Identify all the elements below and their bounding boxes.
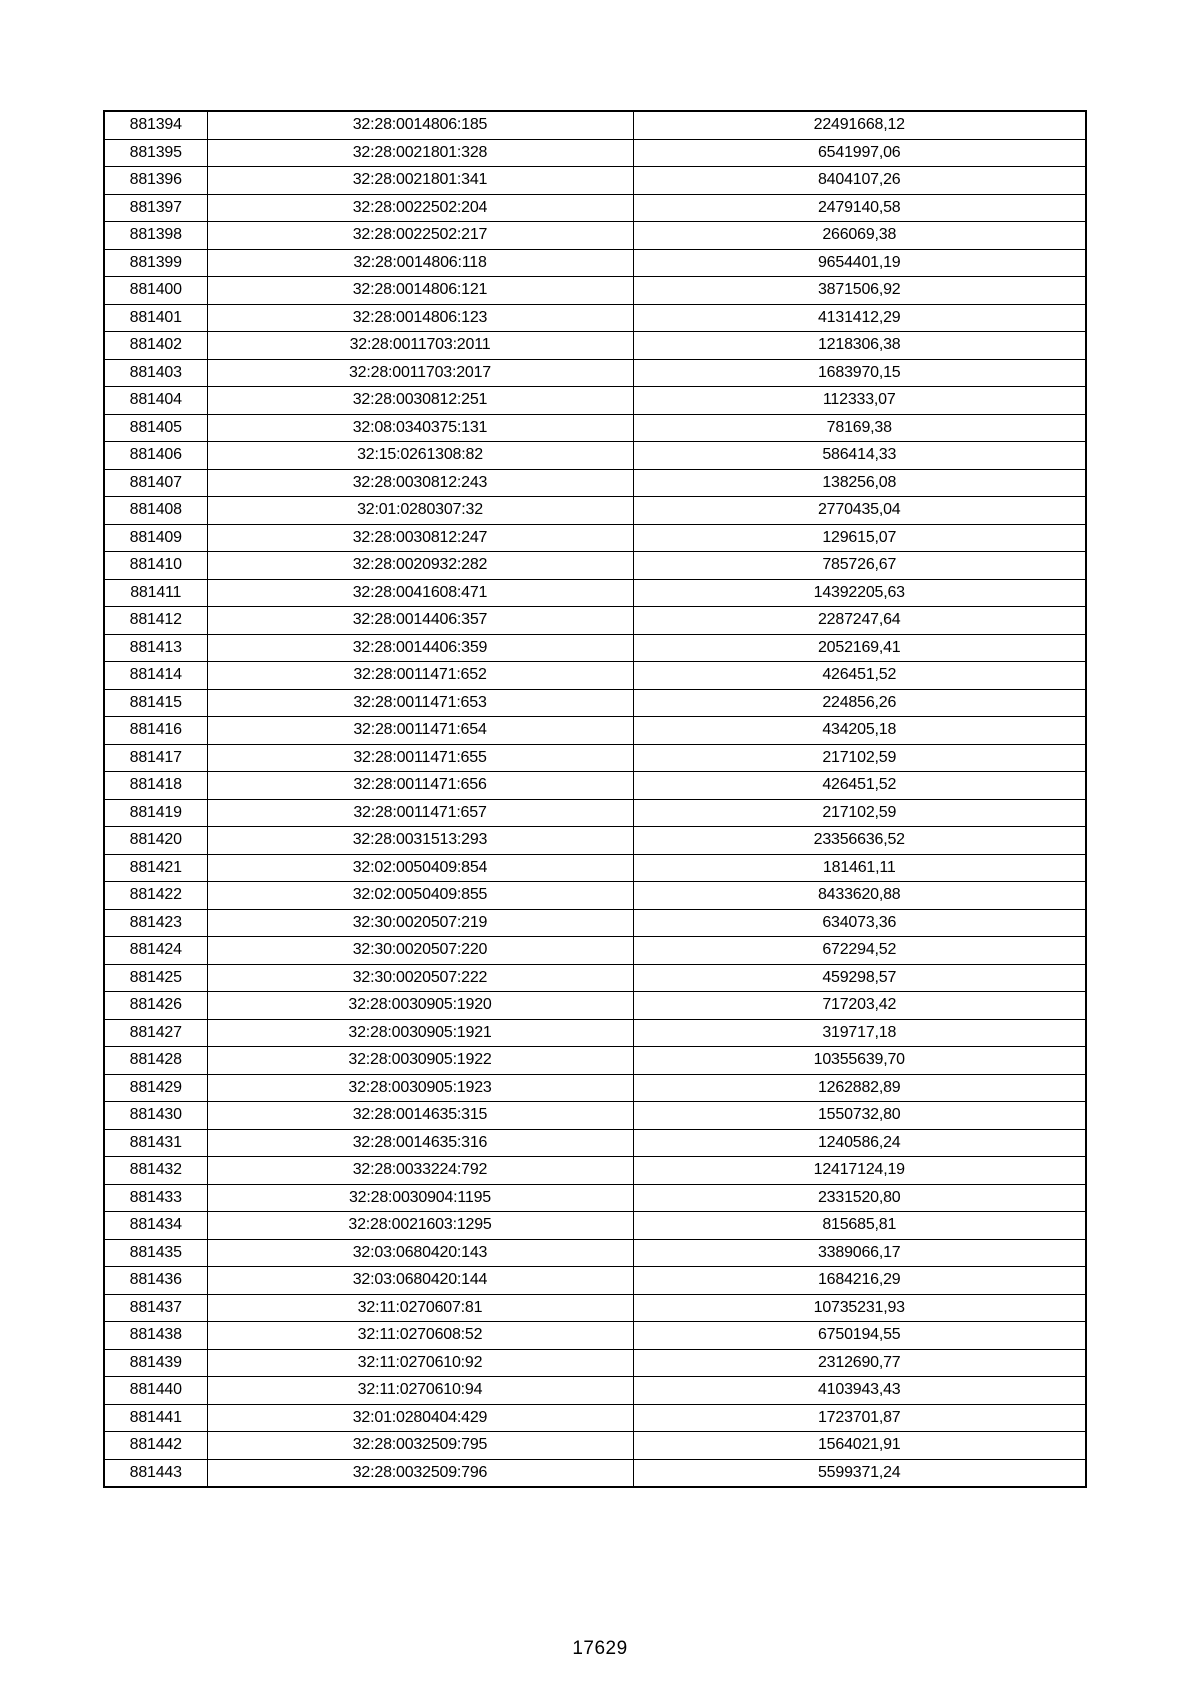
cadastral-value-cell: 8404107,26 bbox=[633, 167, 1086, 195]
cadastral-number-cell: 32:28:0030905:1920 bbox=[207, 992, 633, 1020]
record-number-cell: 881397 bbox=[104, 194, 207, 222]
table-row bbox=[104, 854, 1086, 882]
table-row bbox=[104, 937, 1086, 965]
cadastral-value-cell: 3871506,92 bbox=[633, 277, 1086, 305]
record-number-cell: 881443 bbox=[104, 1459, 207, 1487]
record-number-cell: 881423 bbox=[104, 909, 207, 937]
cadastral-number-cell: 32:28:0011471:656 bbox=[207, 772, 633, 800]
table-row bbox=[104, 634, 1086, 662]
cadastral-value-cell: 2770435,04 bbox=[633, 497, 1086, 525]
record-number-cell: 881437 bbox=[104, 1294, 207, 1322]
cadastral-number-cell: 32:28:0030905:1922 bbox=[207, 1047, 633, 1075]
record-number-cell: 881435 bbox=[104, 1239, 207, 1267]
table-row bbox=[104, 964, 1086, 992]
cadastral-number-cell: 32:28:0030812:251 bbox=[207, 387, 633, 415]
cadastral-number-cell: 32:28:0014635:315 bbox=[207, 1102, 633, 1130]
record-number-cell: 881414 bbox=[104, 662, 207, 690]
cadastral-value-cell: 224856,26 bbox=[633, 689, 1086, 717]
record-number-cell: 881412 bbox=[104, 607, 207, 635]
cadastral-value-cell: 1262882,89 bbox=[633, 1074, 1086, 1102]
cadastral-value-cell: 319717,18 bbox=[633, 1019, 1086, 1047]
table-row bbox=[104, 414, 1086, 442]
cadastral-number-cell: 32:28:0014406:359 bbox=[207, 634, 633, 662]
table-row bbox=[104, 1102, 1086, 1130]
cadastral-value-cell: 2479140,58 bbox=[633, 194, 1086, 222]
record-number-cell: 881426 bbox=[104, 992, 207, 1020]
cadastral-number-cell: 32:02:0050409:854 bbox=[207, 854, 633, 882]
table-row bbox=[104, 1212, 1086, 1240]
cadastral-number-cell: 32:11:0270608:52 bbox=[207, 1322, 633, 1350]
table-row bbox=[104, 167, 1086, 195]
record-number-cell: 881398 bbox=[104, 222, 207, 250]
cadastral-number-cell: 32:11:0270610:92 bbox=[207, 1349, 633, 1377]
table-row bbox=[104, 1019, 1086, 1047]
record-number-cell: 881409 bbox=[104, 524, 207, 552]
cadastral-value-cell: 4131412,29 bbox=[633, 304, 1086, 332]
cadastral-value-cell: 181461,11 bbox=[633, 854, 1086, 882]
table-row bbox=[104, 304, 1086, 332]
record-number-cell: 881404 bbox=[104, 387, 207, 415]
cadastral-number-cell: 32:28:0021603:1295 bbox=[207, 1212, 633, 1240]
table-row bbox=[104, 359, 1086, 387]
table-row bbox=[104, 332, 1086, 360]
table-row bbox=[104, 1459, 1086, 1487]
table-row bbox=[104, 607, 1086, 635]
table-row bbox=[104, 717, 1086, 745]
table-row bbox=[104, 827, 1086, 855]
cadastral-value-cell: 217102,59 bbox=[633, 744, 1086, 772]
cadastral-number-cell: 32:28:0011471:652 bbox=[207, 662, 633, 690]
cadastral-value-cell: 586414,33 bbox=[633, 442, 1086, 470]
cadastral-value-cell: 12417124,19 bbox=[633, 1157, 1086, 1185]
cadastral-number-cell: 32:03:0680420:144 bbox=[207, 1267, 633, 1295]
cadastral-value-cell: 815685,81 bbox=[633, 1212, 1086, 1240]
cadastral-number-cell: 32:28:0030812:243 bbox=[207, 469, 633, 497]
record-number-cell: 881420 bbox=[104, 827, 207, 855]
record-number-cell: 881429 bbox=[104, 1074, 207, 1102]
cadastral-number-cell: 32:28:0011471:657 bbox=[207, 799, 633, 827]
cadastral-value-cell: 785726,67 bbox=[633, 552, 1086, 580]
cadastral-number-cell: 32:28:0030905:1921 bbox=[207, 1019, 633, 1047]
cadastral-value-cell: 78169,38 bbox=[633, 414, 1086, 442]
cadastral-value-cell: 4103943,43 bbox=[633, 1377, 1086, 1405]
cadastral-number-cell: 32:11:0270610:94 bbox=[207, 1377, 633, 1405]
table-row bbox=[104, 1294, 1086, 1322]
table-row bbox=[104, 1184, 1086, 1212]
cadastral-number-cell: 32:11:0270607:81 bbox=[207, 1294, 633, 1322]
cadastral-value-cell: 8433620,88 bbox=[633, 882, 1086, 910]
cadastral-value-cell: 217102,59 bbox=[633, 799, 1086, 827]
record-number-cell: 881430 bbox=[104, 1102, 207, 1130]
cadastral-value-cell: 22491668,12 bbox=[633, 111, 1086, 139]
table-row bbox=[104, 1349, 1086, 1377]
record-number-cell: 881411 bbox=[104, 579, 207, 607]
table-row bbox=[104, 442, 1086, 470]
cadastral-value-cell: 717203,42 bbox=[633, 992, 1086, 1020]
cadastral-value-cell: 672294,52 bbox=[633, 937, 1086, 965]
record-number-cell: 881433 bbox=[104, 1184, 207, 1212]
record-number-cell: 881405 bbox=[104, 414, 207, 442]
cadastral-value-cell: 1564021,91 bbox=[633, 1432, 1086, 1460]
table-row bbox=[104, 909, 1086, 937]
record-number-cell: 881439 bbox=[104, 1349, 207, 1377]
record-number-cell: 881442 bbox=[104, 1432, 207, 1460]
page-number: 17629 bbox=[572, 1638, 628, 1659]
cadastral-number-cell: 32:28:0014806:185 bbox=[207, 111, 633, 139]
table-row bbox=[104, 524, 1086, 552]
cadastral-number-cell: 32:28:0021801:328 bbox=[207, 139, 633, 167]
cadastral-value-cell: 426451,52 bbox=[633, 662, 1086, 690]
cadastral-value-cell: 10735231,93 bbox=[633, 1294, 1086, 1322]
cadastral-value-cell: 426451,52 bbox=[633, 772, 1086, 800]
table-row bbox=[104, 1074, 1086, 1102]
record-number-cell: 881425 bbox=[104, 964, 207, 992]
cadastral-value-cell: 1218306,38 bbox=[633, 332, 1086, 360]
cadastral-value-cell: 266069,38 bbox=[633, 222, 1086, 250]
table-row bbox=[104, 1267, 1086, 1295]
record-number-cell: 881438 bbox=[104, 1322, 207, 1350]
table-row bbox=[104, 1377, 1086, 1405]
cadastral-number-cell: 32:30:0020507:219 bbox=[207, 909, 633, 937]
cadastral-number-cell: 32:28:0022502:204 bbox=[207, 194, 633, 222]
cadastral-number-cell: 32:30:0020507:220 bbox=[207, 937, 633, 965]
cadastral-value-cell: 23356636,52 bbox=[633, 827, 1086, 855]
cadastral-value-cell: 1683970,15 bbox=[633, 359, 1086, 387]
cadastral-number-cell: 32:28:0014806:121 bbox=[207, 277, 633, 305]
record-number-cell: 881432 bbox=[104, 1157, 207, 1185]
cadastral-value-cell: 2287247,64 bbox=[633, 607, 1086, 635]
table-row bbox=[104, 772, 1086, 800]
cadastral-number-cell: 32:28:0014806:123 bbox=[207, 304, 633, 332]
record-number-cell: 881428 bbox=[104, 1047, 207, 1075]
cadastral-value-cell: 1550732,80 bbox=[633, 1102, 1086, 1130]
record-number-cell: 881395 bbox=[104, 139, 207, 167]
registry-table-container bbox=[103, 110, 1085, 1488]
cadastral-number-cell: 32:28:0014406:357 bbox=[207, 607, 633, 635]
table-row bbox=[104, 497, 1086, 525]
table-row bbox=[104, 992, 1086, 1020]
record-number-cell: 881424 bbox=[104, 937, 207, 965]
record-number-cell: 881416 bbox=[104, 717, 207, 745]
record-number-cell: 881400 bbox=[104, 277, 207, 305]
cadastral-number-cell: 32:28:0011471:655 bbox=[207, 744, 633, 772]
record-number-cell: 881421 bbox=[104, 854, 207, 882]
cadastral-number-cell: 32:28:0014806:118 bbox=[207, 249, 633, 277]
record-number-cell: 881434 bbox=[104, 1212, 207, 1240]
cadastral-value-cell: 634073,36 bbox=[633, 909, 1086, 937]
table-row bbox=[104, 1322, 1086, 1350]
cadastral-number-cell: 32:28:0032509:795 bbox=[207, 1432, 633, 1460]
table-row bbox=[104, 579, 1086, 607]
record-number-cell: 881419 bbox=[104, 799, 207, 827]
table-row bbox=[104, 1129, 1086, 1157]
table-row bbox=[104, 139, 1086, 167]
cadastral-number-cell: 32:28:0041608:471 bbox=[207, 579, 633, 607]
record-number-cell: 881431 bbox=[104, 1129, 207, 1157]
cadastral-value-cell: 1723701,87 bbox=[633, 1404, 1086, 1432]
cadastral-value-cell: 129615,07 bbox=[633, 524, 1086, 552]
table-row bbox=[104, 1432, 1086, 1460]
table-row bbox=[104, 194, 1086, 222]
table-row bbox=[104, 1404, 1086, 1432]
cadastral-value-cell: 2331520,80 bbox=[633, 1184, 1086, 1212]
cadastral-number-cell: 32:28:0014635:316 bbox=[207, 1129, 633, 1157]
table-row bbox=[104, 277, 1086, 305]
record-number-cell: 881408 bbox=[104, 497, 207, 525]
cadastral-number-cell: 32:15:0261308:82 bbox=[207, 442, 633, 470]
cadastral-value-cell: 138256,08 bbox=[633, 469, 1086, 497]
cadastral-value-cell: 2052169,41 bbox=[633, 634, 1086, 662]
table-row bbox=[104, 552, 1086, 580]
cadastral-number-cell: 32:03:0680420:143 bbox=[207, 1239, 633, 1267]
cadastral-value-cell: 434205,18 bbox=[633, 717, 1086, 745]
cadastral-value-cell: 10355639,70 bbox=[633, 1047, 1086, 1075]
cadastral-number-cell: 32:28:0033224:792 bbox=[207, 1157, 633, 1185]
cadastral-value-cell: 6750194,55 bbox=[633, 1322, 1086, 1350]
record-number-cell: 881403 bbox=[104, 359, 207, 387]
cadastral-number-cell: 32:28:0020932:282 bbox=[207, 552, 633, 580]
cadastral-value-cell: 9654401,19 bbox=[633, 249, 1086, 277]
record-number-cell: 881407 bbox=[104, 469, 207, 497]
cadastral-number-cell: 32:28:0030905:1923 bbox=[207, 1074, 633, 1102]
table-row bbox=[104, 222, 1086, 250]
table-row bbox=[104, 1047, 1086, 1075]
table-row bbox=[104, 1239, 1086, 1267]
cadastral-number-cell: 32:28:0031513:293 bbox=[207, 827, 633, 855]
record-number-cell: 881406 bbox=[104, 442, 207, 470]
cadastral-number-cell: 32:28:0011703:2011 bbox=[207, 332, 633, 360]
record-number-cell: 881440 bbox=[104, 1377, 207, 1405]
cadastral-value-cell: 1684216,29 bbox=[633, 1267, 1086, 1295]
record-number-cell: 881418 bbox=[104, 772, 207, 800]
table-row bbox=[104, 111, 1086, 139]
cadastral-number-cell: 32:28:0030904:1195 bbox=[207, 1184, 633, 1212]
registry-table-body bbox=[104, 111, 1086, 1487]
registry-table bbox=[103, 110, 1087, 1488]
cadastral-value-cell: 459298,57 bbox=[633, 964, 1086, 992]
cadastral-number-cell: 32:28:0011471:654 bbox=[207, 717, 633, 745]
cadastral-value-cell: 14392205,63 bbox=[633, 579, 1086, 607]
record-number-cell: 881410 bbox=[104, 552, 207, 580]
record-number-cell: 881427 bbox=[104, 1019, 207, 1047]
cadastral-number-cell: 32:08:0340375:131 bbox=[207, 414, 633, 442]
table-row bbox=[104, 882, 1086, 910]
cadastral-number-cell: 32:28:0021801:341 bbox=[207, 167, 633, 195]
record-number-cell: 881436 bbox=[104, 1267, 207, 1295]
table-row bbox=[104, 744, 1086, 772]
cadastral-number-cell: 32:02:0050409:855 bbox=[207, 882, 633, 910]
cadastral-value-cell: 6541997,06 bbox=[633, 139, 1086, 167]
table-row bbox=[104, 387, 1086, 415]
record-number-cell: 881441 bbox=[104, 1404, 207, 1432]
record-number-cell: 881401 bbox=[104, 304, 207, 332]
table-row bbox=[104, 469, 1086, 497]
table-row bbox=[104, 249, 1086, 277]
table-row bbox=[104, 1157, 1086, 1185]
cadastral-value-cell: 112333,07 bbox=[633, 387, 1086, 415]
cadastral-number-cell: 32:01:0280307:32 bbox=[207, 497, 633, 525]
table-row bbox=[104, 799, 1086, 827]
record-number-cell: 881413 bbox=[104, 634, 207, 662]
record-number-cell: 881422 bbox=[104, 882, 207, 910]
cadastral-number-cell: 32:28:0030812:247 bbox=[207, 524, 633, 552]
cadastral-value-cell: 5599371,24 bbox=[633, 1459, 1086, 1487]
cadastral-number-cell: 32:28:0011703:2017 bbox=[207, 359, 633, 387]
record-number-cell: 881415 bbox=[104, 689, 207, 717]
cadastral-number-cell: 32:30:0020507:222 bbox=[207, 964, 633, 992]
record-number-cell: 881394 bbox=[104, 111, 207, 139]
record-number-cell: 881417 bbox=[104, 744, 207, 772]
record-number-cell: 881402 bbox=[104, 332, 207, 360]
cadastral-value-cell: 1240586,24 bbox=[633, 1129, 1086, 1157]
record-number-cell: 881399 bbox=[104, 249, 207, 277]
cadastral-number-cell: 32:01:0280404:429 bbox=[207, 1404, 633, 1432]
record-number-cell: 881396 bbox=[104, 167, 207, 195]
cadastral-value-cell: 3389066,17 bbox=[633, 1239, 1086, 1267]
cadastral-value-cell: 2312690,77 bbox=[633, 1349, 1086, 1377]
cadastral-number-cell: 32:28:0022502:217 bbox=[207, 222, 633, 250]
table-row bbox=[104, 662, 1086, 690]
table-row bbox=[104, 689, 1086, 717]
cadastral-number-cell: 32:28:0011471:653 bbox=[207, 689, 633, 717]
cadastral-number-cell: 32:28:0032509:796 bbox=[207, 1459, 633, 1487]
